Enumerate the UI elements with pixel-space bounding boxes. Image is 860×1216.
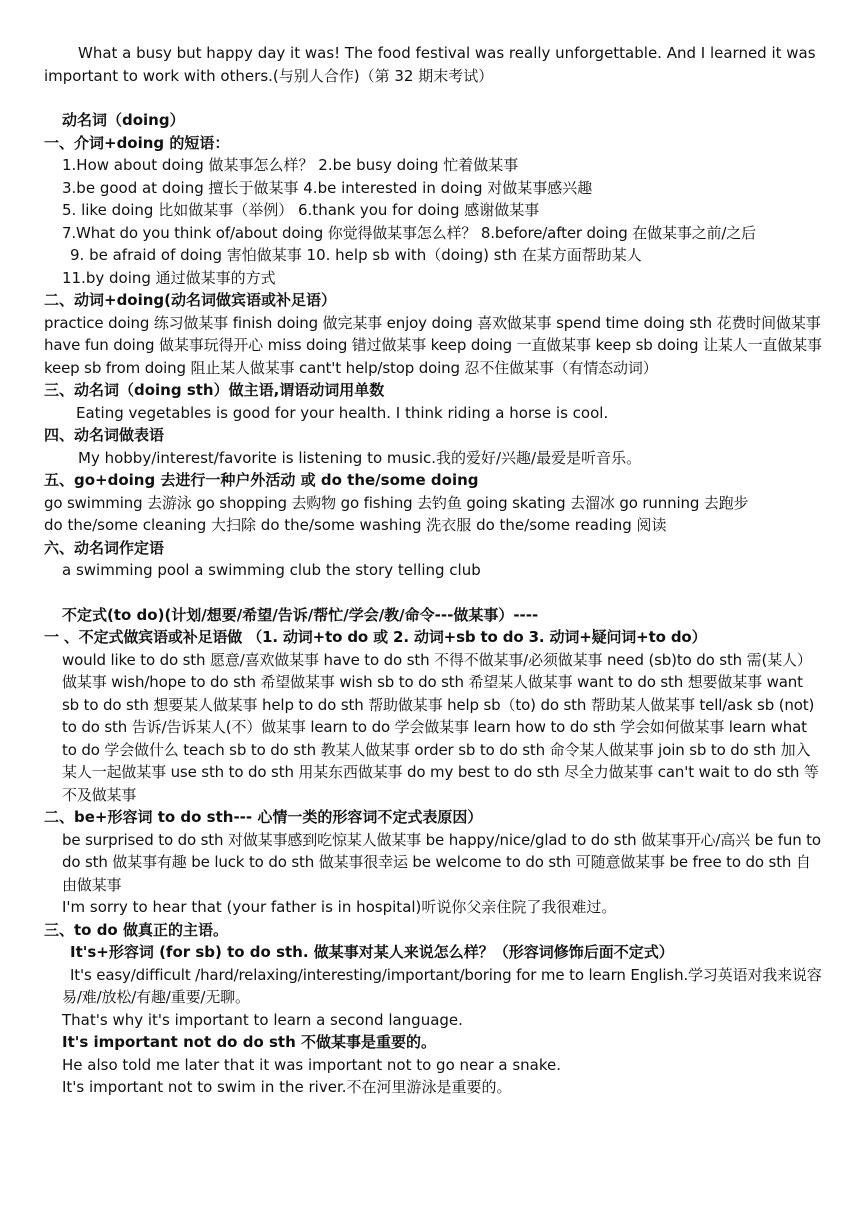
infinitive-s3-pattern: It's+形容词 (for sb) to do sth. 做某事对某人来说怎么样？（形容词修饰后面不定式） xyxy=(70,943,674,961)
intro-line-1: What a busy but happy day it was! The food festival was really unforgettable. And I learned it was xyxy=(78,44,816,62)
gerund-s5-heading: 五、go+doing 去进行一种户外活动 或 do the/some doing xyxy=(44,471,479,489)
gerund-s1-row: 5. like doing 比如做某事（举例） 6.thank you for doing 感谢做某事 xyxy=(62,201,540,219)
gerund-title: 动名词（doing） xyxy=(62,111,185,129)
gerund-s1-row: 1.How about doing 做某事怎么样？ 2.be busy doing 忙着做某事 xyxy=(62,156,519,174)
infinitive-s2-body: be surprised to do sth 对做某事感到吃惊某人做某事 be happy/nice/glad to do sth 做某事开心/高兴 be fun to do sth 做某事有趣 be luck to do sth 做某事很幸运 be welcome to do sth 可随意做某事 be free to do sth 自由做某事 xyxy=(62,830,821,894)
gerund-s4-row: My hobby/interest/favorite is listening to music.我的爱好/兴趣/最爱是听音乐。 xyxy=(78,448,642,467)
infinitive-s3-example: It's important not to swim in the river.不在河里游泳是重要的。 xyxy=(62,1078,512,1096)
gerund-s2-heading: 二、动词+doing(动名词做宾语或补足语） xyxy=(44,291,337,309)
infinitive-s3-example: That's why it's important to learn a second language. xyxy=(62,1010,463,1029)
infinitive-s3-example: He also told me later that it was important not to go near a snake. xyxy=(62,1055,561,1074)
gerund-s1-row: 7.What do you think of/about doing 你觉得做某事怎么样？ 8.before/after doing 在做某事之前/之后 xyxy=(62,223,757,242)
infinitive-s3-pattern-2: It's important not do do sth 不做某事是重要的。 xyxy=(62,1033,436,1051)
infinitive-s2-example: I'm sorry to hear that (your father is in hospital)听说你父亲住院了我很难过。 xyxy=(62,898,617,916)
infinitive-s2-heading: 二、be+形容词 to do sth--- 心情一类的形容词不定式表原因） xyxy=(44,808,483,826)
gerund-s2-row: have fun doing 做某事玩得开心 miss doing 错过做某事 keep doing 一直做某事 keep sb doing 让某人一直做某事 keep sb from doing 阻止某人做某事 cant't help/stop doing 忍不住做某事（有情态动词） xyxy=(44,336,822,377)
infinitive-s1-body: would like to do sth 愿意/喜欢做某事 have to do sth 不得不做某事/必须做某事 need (sb)to do sth 需(某人）做某事 wish/hope to do sth 希望做某事 wish sb to do sth 希望某人做某事 want to do sth 想要做某事 want sb to do sth 想要某人做某事 help to do sth 帮助做某事 help sb（to) do sth 帮助某人做某事 tell/ask sb (not) to do sth 告诉/告诉某人(不）做某事 learn to do 学会做某事 learn how to do sth 学会如何做某事 learn what to do 学会做什么 teach sb to do sth 教某人做某事 order sb to do sth 命令某人做某事 join sb to do sth 加入某人一起做某事 use sth to do sth 用某东西做某事 do my best to do sth 尽全力做某事 can't wait to do sth 等不及做某事 xyxy=(62,650,819,804)
gerund-s1-heading: 一、介词+doing 的短语： xyxy=(44,133,230,152)
infinitive-s3-heading: 三、to do 做真正的主语。 xyxy=(44,920,228,939)
gerund-s5-row: do the/some cleaning 大扫除 do the/some washing 洗衣服 do the/some reading 阅读 xyxy=(44,516,667,534)
gerund-s3-row: Eating vegetables is good for your health. I think riding a horse is cool. xyxy=(76,403,609,422)
gerund-s3-heading: 三、动名词（doing sth）做主语,谓语动词用单数 xyxy=(44,381,385,399)
infinitive-title: 不定式(to do)(计划/想要/希望/告诉/帮忙/学会/教/命令---做某事）---- xyxy=(62,605,539,624)
gerund-s6-heading: 六、动名词作定语 xyxy=(44,538,165,557)
infinitive-s1-heading: 一 、不定式做宾语或补足语做 （1. 动词+to do 或 2. 动词+sb to do 3. 动词+疑问词+to do） xyxy=(44,628,707,646)
document-page xyxy=(44,42,824,1099)
infinitive-s3-example: It's easy/difficult /hard/relaxing/interesting/important/boring for me to learn English.学习英语对我来说容易/难/放松/有趣/重要/无聊。 xyxy=(62,965,822,1006)
intro-line-2: important to work with others.(与别人合作)（第 32 期末考试） xyxy=(44,66,494,85)
gerund-s1-row: 3.be good at doing 擅长于做某事 4.be interested in doing 对做某事感兴趣 xyxy=(62,178,593,197)
gerund-s2-row: practice doing 练习做某事 finish doing 做完某事 enjoy doing 喜欢做某事 spend time doing sth 花费时间做某事 xyxy=(44,313,821,332)
gerund-s1-row: 9. be afraid of doing 害怕做某事 10. help sb with（doing) sth 在某方面帮助某人 xyxy=(70,246,642,264)
gerund-s1-row: 11.by doing 通过做某事的方式 xyxy=(62,268,276,287)
gerund-s4-heading: 四、动名词做表语 xyxy=(44,426,165,444)
gerund-s5-row: go swimming 去游泳 go shopping 去购物 go fishing 去钓鱼 going skating 去溜冰 go running 去跑步 xyxy=(44,493,749,512)
gerund-s6-row: a swimming pool a swimming club the story telling club xyxy=(62,561,481,579)
